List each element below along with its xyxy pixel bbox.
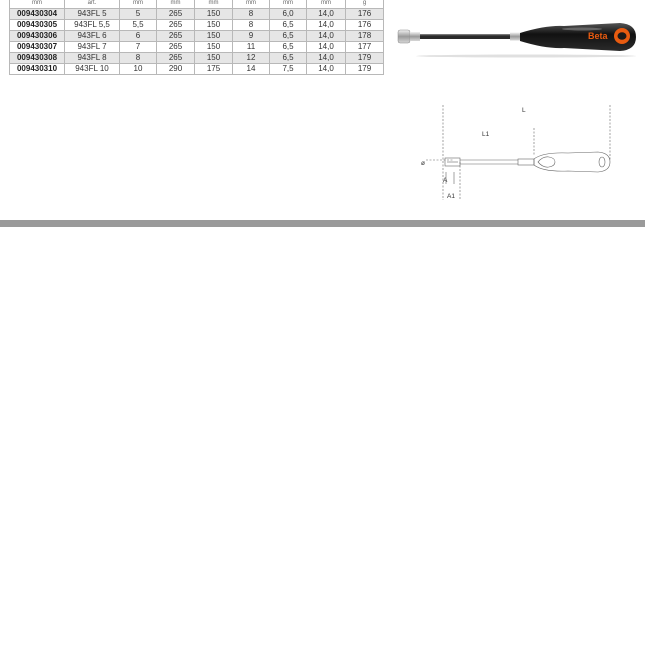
table-row xyxy=(10,20,384,31)
header-cell: mm xyxy=(157,0,195,9)
table-cell: 265 xyxy=(157,9,195,20)
table-row xyxy=(10,53,384,64)
item-code-cell: 009430307 xyxy=(10,42,65,53)
table-cell: 265 xyxy=(157,53,195,64)
header-cell: mm xyxy=(10,0,65,9)
table-row xyxy=(10,64,384,75)
table-cell: 176 xyxy=(346,20,384,31)
table-cell: 150 xyxy=(195,9,233,20)
table-row xyxy=(10,31,384,42)
table-cell: 179 xyxy=(346,53,384,64)
table-cell: 8 xyxy=(233,20,270,31)
table-cell: 179 xyxy=(346,64,384,75)
table-cell: 6,5 xyxy=(270,31,307,42)
item-code-cell: 009430306 xyxy=(10,31,65,42)
table-cell: 14,0 xyxy=(307,20,346,31)
table-row xyxy=(10,9,384,20)
table-cell: 177 xyxy=(346,42,384,53)
table-cell: 150 xyxy=(195,20,233,31)
brand-logo: Beta xyxy=(588,31,608,41)
table-cell: 11 xyxy=(233,42,270,53)
table-cell: 5,5 xyxy=(120,20,157,31)
table-cell: 150 xyxy=(195,53,233,64)
table-cell: 178 xyxy=(346,31,384,42)
table-cell: 150 xyxy=(195,31,233,42)
article-cell: 943FL 8 xyxy=(65,53,120,64)
dimension-drawing xyxy=(418,100,618,202)
table-cell: 6 xyxy=(120,31,157,42)
article-cell: 943FL 6 xyxy=(65,31,120,42)
table-cell: 6,5 xyxy=(270,53,307,64)
header-cell: mm xyxy=(195,0,233,9)
table-cell: 8 xyxy=(120,53,157,64)
table-cell: 6,5 xyxy=(270,42,307,53)
table-cell: 14,0 xyxy=(307,9,346,20)
item-code-cell: 009430304 xyxy=(10,9,65,20)
screwdriver-photo xyxy=(396,16,638,58)
hex-size-label: A xyxy=(443,177,448,184)
table-cell: 6,5 xyxy=(270,20,307,31)
diameter-label: ø xyxy=(421,160,425,167)
table-cell: 5 xyxy=(120,9,157,20)
article-cell: 943FL 5 xyxy=(65,9,120,20)
table-cell: 265 xyxy=(157,42,195,53)
table-cell: 175 xyxy=(195,64,233,75)
table-cell: 6,0 xyxy=(270,9,307,20)
table-cell: 14,0 xyxy=(307,31,346,42)
header-cell: mm xyxy=(233,0,270,9)
item-code-cell: 009430310 xyxy=(10,64,65,75)
item-code-cell: 009430308 xyxy=(10,53,65,64)
table-cell: 8 xyxy=(233,9,270,20)
article-cell: 943FL 5,5 xyxy=(65,20,120,31)
table-cell: 7 xyxy=(120,42,157,53)
hex-depth-label: A1 xyxy=(447,193,455,200)
header-cell: mm xyxy=(307,0,346,9)
item-code-cell: 009430305 xyxy=(10,20,65,31)
table-cell: 14,0 xyxy=(307,64,346,75)
table-cell: 176 xyxy=(346,9,384,20)
table-cell: 265 xyxy=(157,31,195,42)
header-cell: g xyxy=(346,0,384,9)
table-cell: 14,0 xyxy=(307,42,346,53)
table-cell: 12 xyxy=(233,53,270,64)
table-cell: 265 xyxy=(157,20,195,31)
shaft-length-label: L1 xyxy=(482,131,490,138)
table-cell: 14,0 xyxy=(307,53,346,64)
article-cell: 943FL 10 xyxy=(65,64,120,75)
table-cell: 150 xyxy=(195,42,233,53)
table-row xyxy=(10,42,384,53)
header-cell: art. xyxy=(65,0,120,9)
article-cell: 943FL 7 xyxy=(65,42,120,53)
product-spec-table xyxy=(9,0,384,75)
header-cell: mm xyxy=(270,0,307,9)
table-header-row xyxy=(10,0,384,9)
section-divider xyxy=(0,220,645,227)
table-cell: 9 xyxy=(233,31,270,42)
table-cell: 14 xyxy=(233,64,270,75)
table-cell: 290 xyxy=(157,64,195,75)
header-cell: mm xyxy=(120,0,157,9)
table-cell: 10 xyxy=(120,64,157,75)
table-cell: 7,5 xyxy=(270,64,307,75)
length-label: L xyxy=(522,107,526,114)
